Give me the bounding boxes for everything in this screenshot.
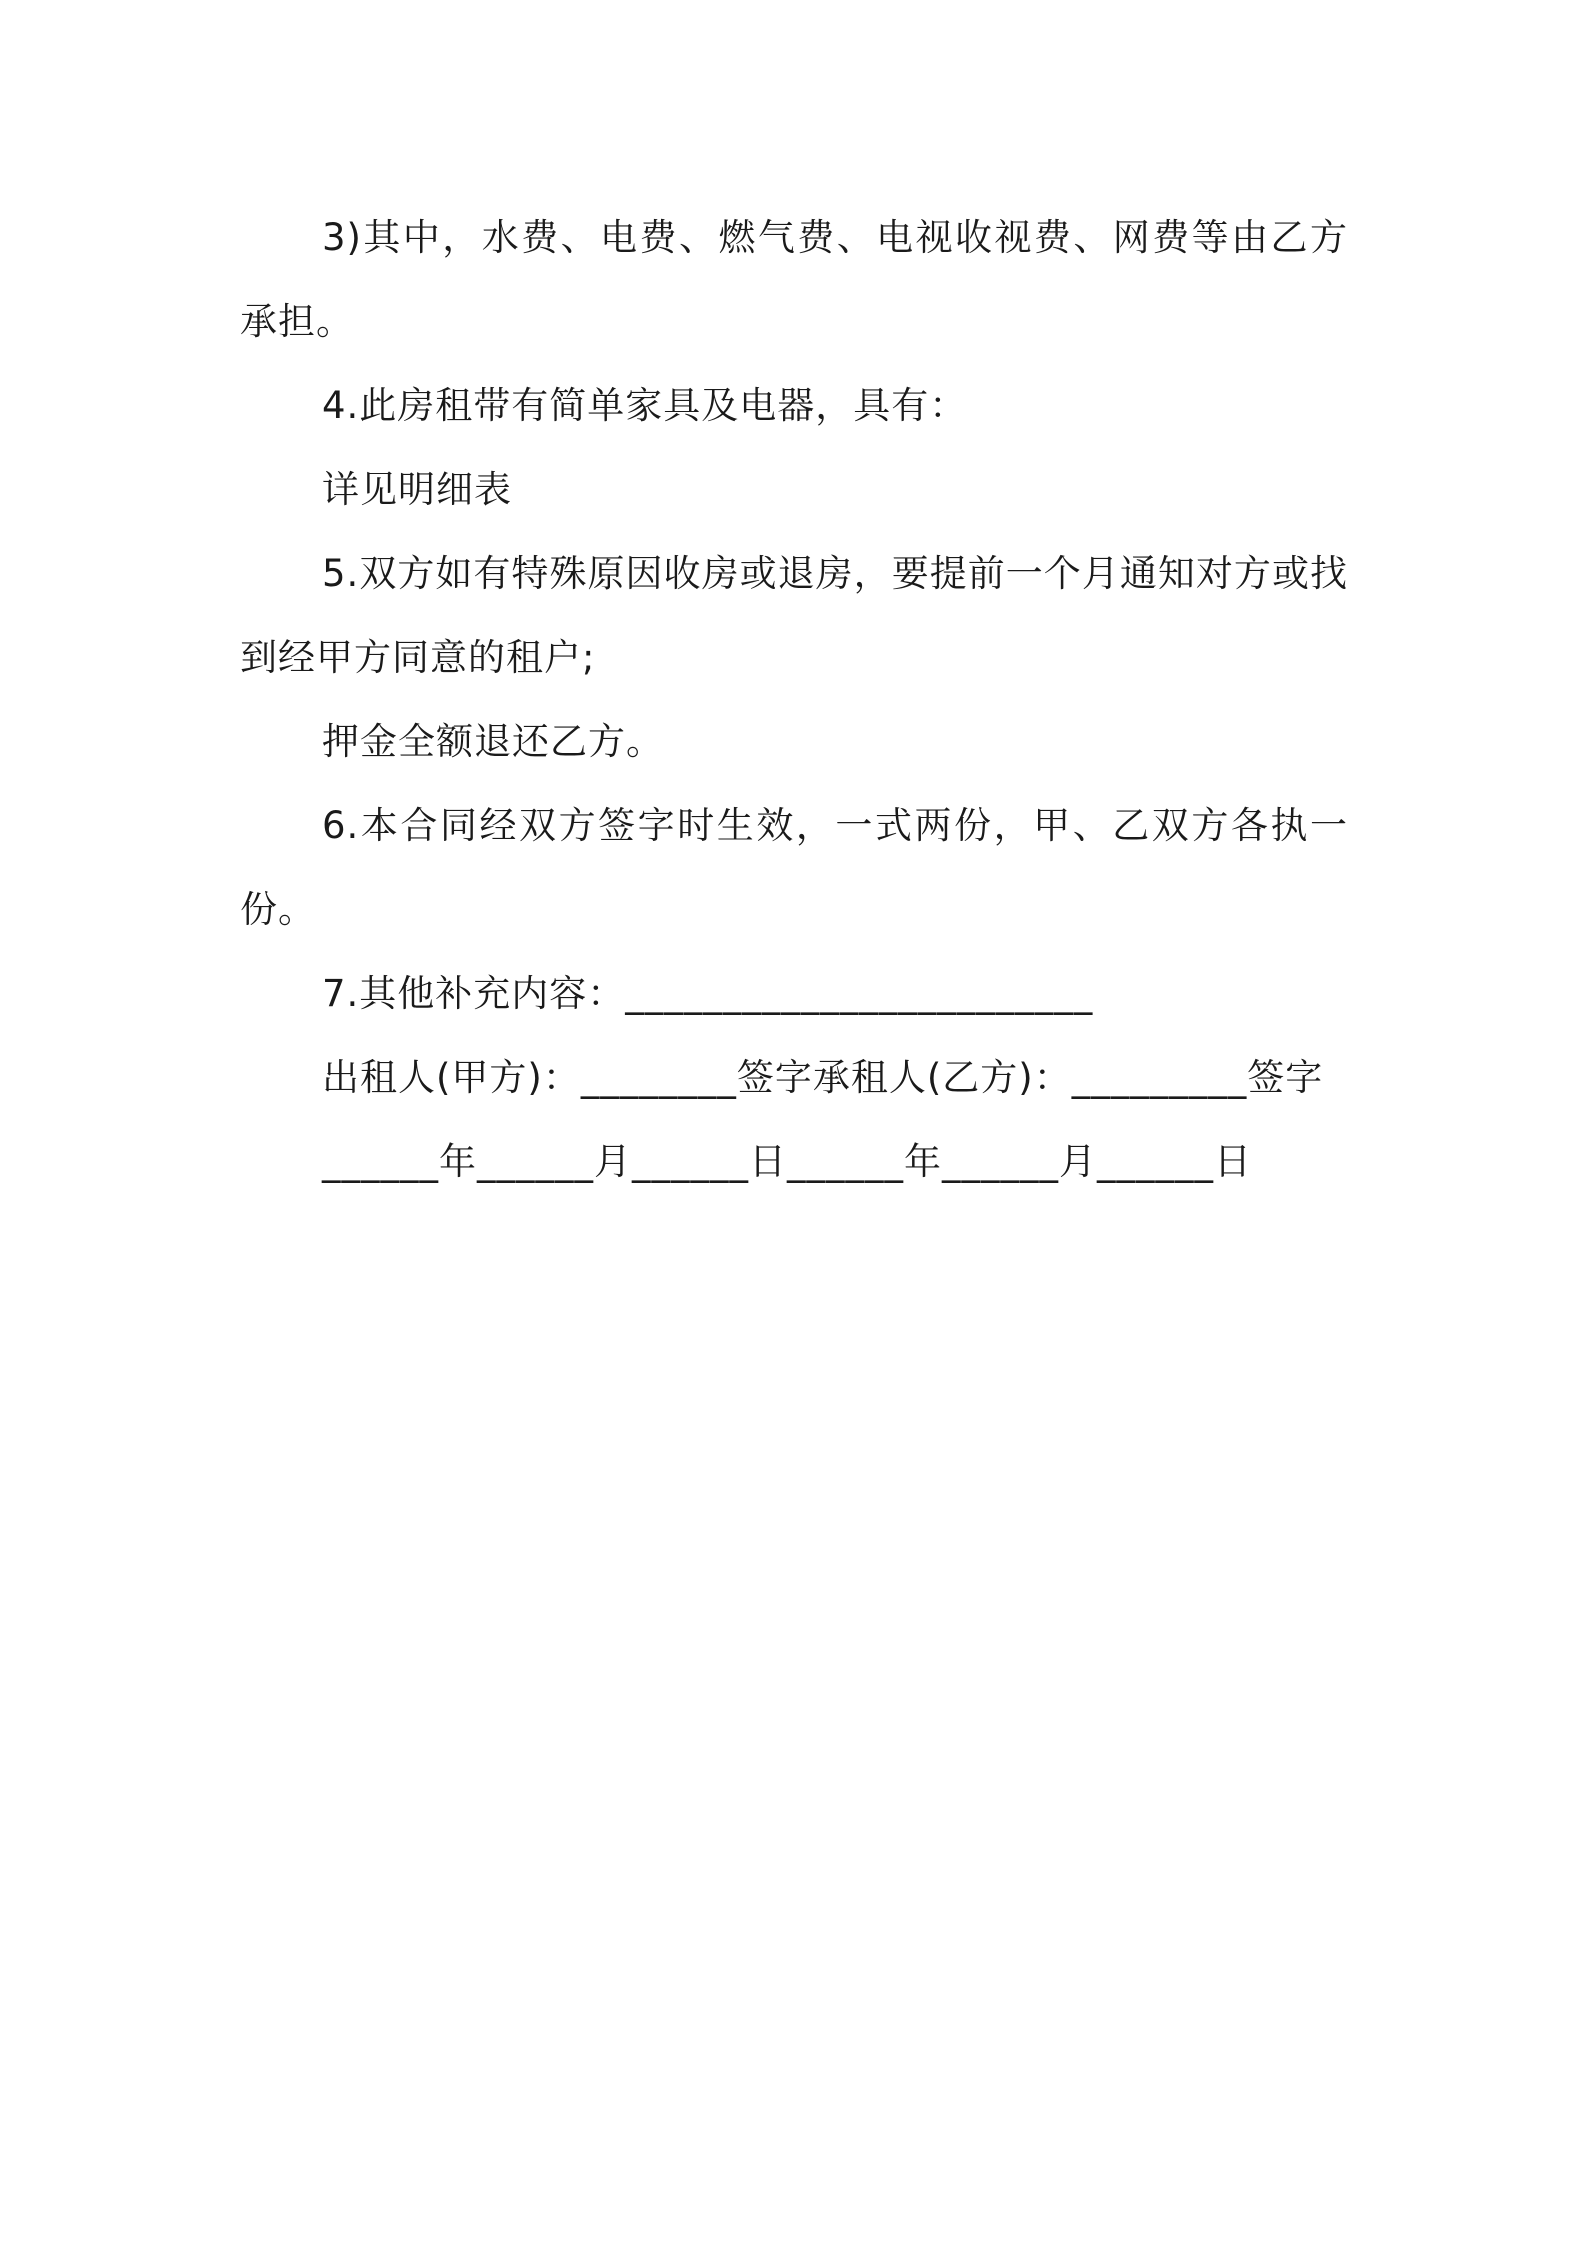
- document-body: [240, 196, 1348, 1204]
- clause-7-supplement: 7.其他补充内容：________________________: [322, 972, 1094, 1015]
- clause-5-deposit: 押金全额退还乙方。: [322, 720, 664, 763]
- clause-3-utilities: 3)其中，水费、电费、燃气费、电视收视费、网费等由乙方承担。: [240, 216, 1348, 343]
- signature-line: 出租人(甲方)：________签字承租人(乙方)：_________签字: [322, 1056, 1324, 1099]
- clause-4-detail: 详见明细表: [322, 468, 512, 511]
- clause-4-furniture: 4.此房租带有简单家具及电器，具有：: [322, 384, 968, 427]
- date-line: ______年______月______日______年______月______日: [322, 1140, 1252, 1183]
- clause-5-termination: 5.双方如有特殊原因收房或退房，要提前一个月通知对方或找到经甲方同意的租户;: [240, 552, 1348, 679]
- clause-6-effective: 6.本合同经双方签字时生效，一式两份，甲、乙双方各执一份。: [240, 804, 1348, 931]
